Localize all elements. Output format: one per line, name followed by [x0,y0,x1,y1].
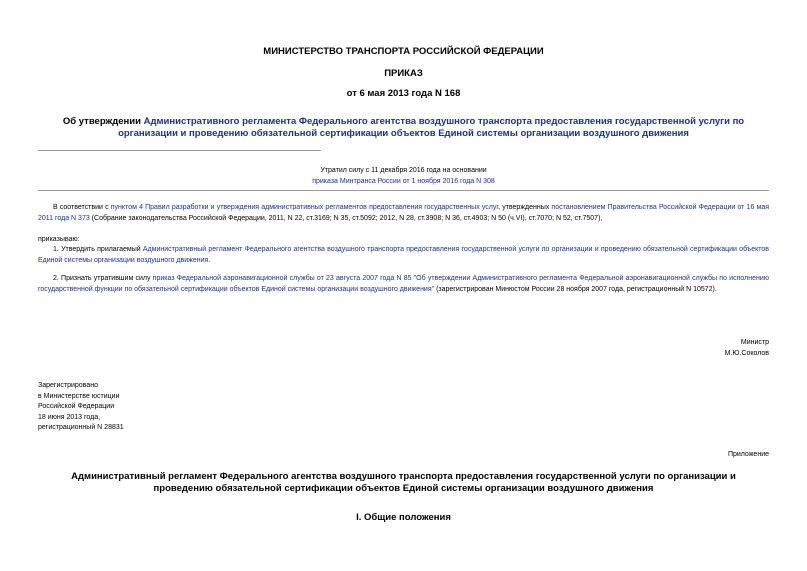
government-decree-link[interactable]: постановлением Правительства Российской Федерации от 16 мая 2011 года N 373 [38,204,770,222]
signature-block [725,338,769,359]
preamble-text-2: , утвержденных [498,204,552,211]
registration-line: Российской Федерации [38,403,115,410]
preamble-paragraph [38,203,769,224]
signer-position: Министр [740,339,769,346]
item-1-text-1: 1. Утвердить прилагаемый [53,246,143,253]
preamble-text-1: В соответствии с [53,204,111,211]
title-regulation-link[interactable]: Административного регламента Федерального агентства воздушного транспорта предоставления государственной услуги по организации и проведению обязательной сертификации объектов Единой системы организации воздушного движения [118,116,745,139]
appendix-title: Административный регламент Федерального агентства воздушного транспорта предоставления государственной услуги по организации и проведению обязательной сертификации объектов Единой системы организации воздушного движения [71,471,736,494]
approved-regulation-link[interactable]: Административный регламент Федерального агентства воздушного транспорта предоставления государственной услуги по организации и проведению обязательной сертификации объектов Единой системы организации воздушного движения [38,246,769,264]
appendix-label: Приложение [727,451,769,458]
divider-short [38,150,321,151]
registration-line: в Министерстве юстиции [38,392,120,400]
status-note-text: Утратил силу с 11 декабря 2016 года на основании [320,167,487,174]
item-2-text-2: (зарегистрирован Минюстом России 28 ноября 2007 года, регистрационный N 10572). [434,285,717,293]
item-2-text-1: 2. Признать утратившим силу [53,275,153,282]
rules-point-link[interactable]: пунктом 4 Правил разработки и утверждения административных регламентов предоставления государственных услуг [110,204,499,211]
item-1-paragraph [38,245,769,266]
signer-name: М.Ю.Соколов [724,349,769,357]
item-1-text-2: . [208,256,211,264]
item-2-paragraph [38,274,769,295]
doc-type-heading: ПРИКАЗ [384,68,423,79]
date-number-heading: от 6 мая 2013 года N 168 [346,88,461,99]
order-word: приказываю: [38,236,80,243]
repealed-order-link[interactable]: приказ Федеральной аэронавигационной службы от 23 августа 2007 года N 85 "Об утверждении Административного регламента Федеральной аэронавигационной службы по исполнению государственной функции по обязательной сертификации объектов Единой системы организации воздушного движения" [38,275,769,293]
registration-block [38,381,124,434]
document-title [40,116,767,140]
registration-line: 18 июня 2013 года, [38,413,101,421]
ministry-heading: МИНИСТЕРСТВО ТРАНСПОРТА РОССИЙСКОЙ ФЕДЕРАЦИИ [263,46,544,57]
registration-line: регистрационный N 28831 [38,424,124,431]
section-heading: I. Общие положения [356,512,451,523]
preamble-text-3: (Собрание законодательства Российской Федерации, 2011, N 22, ст.3169; N 35, ст.5092; 2012, N 28, ст.3908; N 36, ст.4903; N 50 (ч.VI), ст.7070; N 52, ст.7507), [89,214,603,222]
status-note [0,165,807,187]
title-prefix: Об утверждении [62,116,144,127]
repeal-order-link[interactable]: приказа Минтранса России от 1 ноября 2016 года N 308 [312,178,495,185]
registration-line: Зарегистрировано [38,382,98,389]
divider-full [38,190,769,191]
